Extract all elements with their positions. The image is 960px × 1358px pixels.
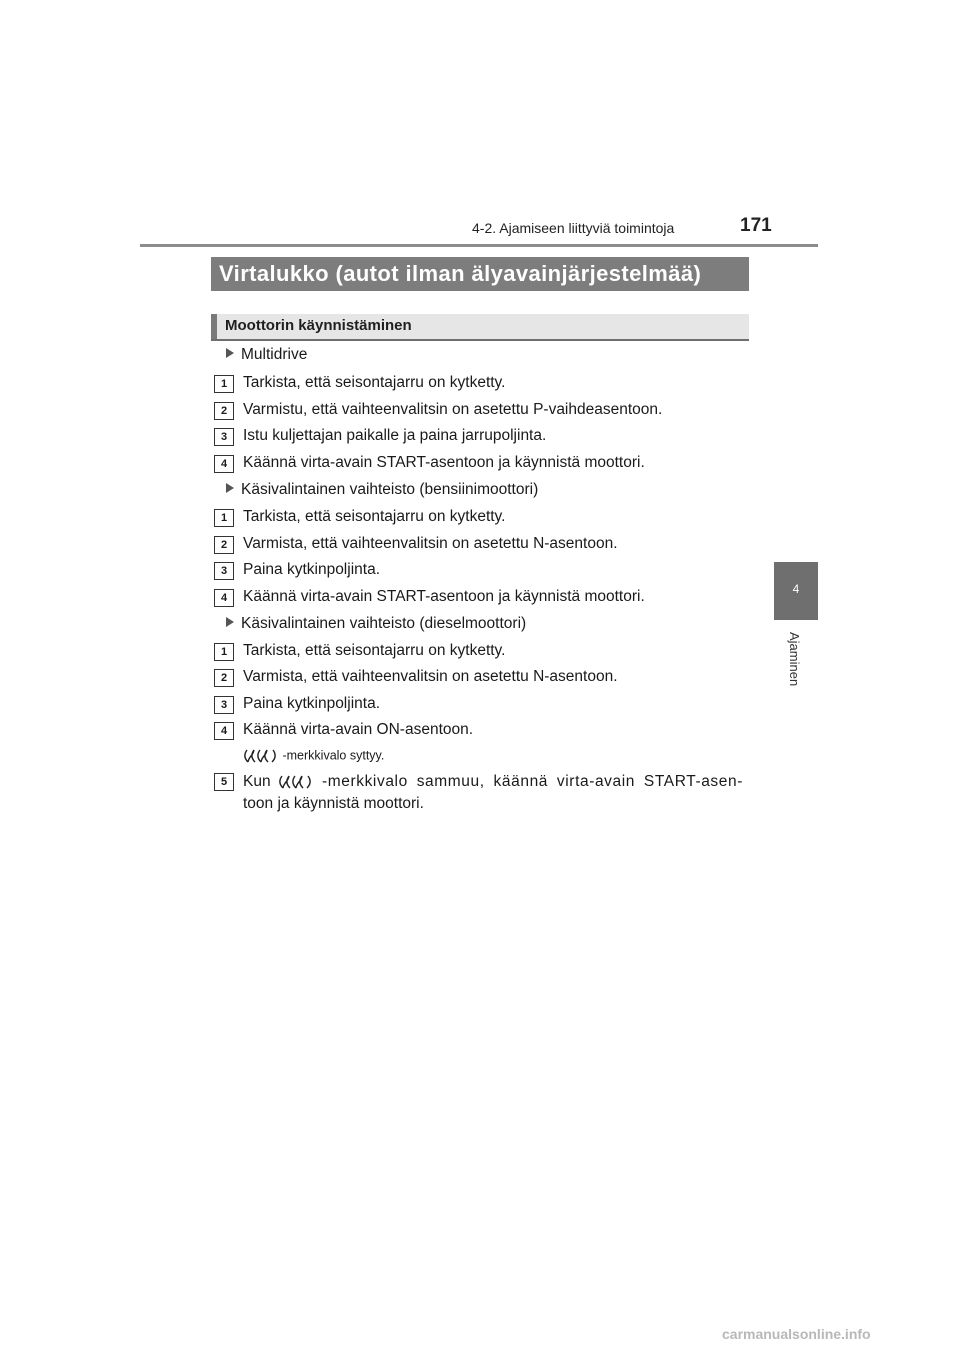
note-text: -merkkivalo syttyy. — [282, 748, 385, 763]
step-text-before: Kun — [243, 773, 271, 790]
step-number: 4 — [214, 589, 234, 607]
step-text: Paina kytkinpoljinta. — [243, 695, 380, 712]
step-number: 2 — [214, 669, 234, 687]
page-title: Virtalukko (autot ilman älyavainjärjestelmää) — [219, 261, 702, 286]
note — [243, 748, 384, 764]
subsection-title: Moottorin käynnistäminen — [225, 317, 412, 334]
step-text: Istu kuljettajan paikalle ja paina jarrupoljinta. — [243, 427, 547, 444]
step-text: Paina kytkinpoljinta. — [243, 561, 380, 578]
step-number: 3 — [214, 562, 234, 580]
step-text: Varmistu, että vaihteenvalitsin on asetettu P-vaihdeasentoon. — [243, 401, 663, 418]
step-number: 1 — [214, 509, 234, 527]
triangle-bullet-icon — [226, 617, 234, 627]
step-number: 3 — [214, 696, 234, 714]
step-text: Tarkista, että seisontajarru on kytketty. — [243, 508, 506, 525]
chapter-number: 4 — [792, 582, 800, 596]
step-number: 3 — [214, 428, 234, 446]
subsection-header — [211, 314, 749, 341]
group-heading: Multidrive — [226, 346, 307, 364]
subsection-accent — [211, 314, 217, 339]
chapter-tab — [774, 562, 818, 620]
step-number: 2 — [214, 402, 234, 420]
group-heading: Käsivalintainen vaihteisto (dieselmoottori) — [226, 615, 526, 633]
header-rule — [140, 244, 818, 247]
step-number: 1 — [214, 643, 234, 661]
triangle-bullet-icon — [226, 483, 234, 493]
step-text: Varmista, että vaihteenvalitsin on asetettu N-asentoon. — [243, 668, 618, 685]
glow-plug-indicator-icon — [278, 774, 314, 790]
step-text: Tarkista, että seisontajarru on kytketty. — [243, 642, 506, 659]
step-number: 5 — [214, 773, 234, 791]
triangle-bullet-icon — [226, 348, 234, 358]
step-number: 2 — [214, 536, 234, 554]
step-text — [243, 771, 743, 815]
group-heading: Käsivalintainen vaihteisto (bensiinimoottori) — [226, 481, 538, 499]
watermark: carmanualsonline.info — [722, 1326, 871, 1342]
step-line — [243, 771, 743, 793]
step-text: Käännä virta-avain START-asentoon ja käynnistä moottori. — [243, 588, 645, 605]
step-number: 1 — [214, 375, 234, 393]
step-number: 4 — [214, 722, 234, 740]
step-number: 4 — [214, 455, 234, 473]
glow-plug-indicator-icon — [243, 748, 279, 764]
chapter-label: Ajaminen — [787, 632, 802, 687]
step-text-after: -merkkivalo sammuu, käännä virta-avain START-asen- — [321, 773, 743, 790]
page-number: 171 — [740, 215, 772, 236]
section-title: 4-2. Ajamiseen liittyviä toimintoja — [472, 220, 675, 236]
page-title-bar — [211, 257, 749, 291]
step-text: Tarkista, että seisontajarru on kytketty. — [243, 374, 506, 391]
step-text-line2: toon ja käynnistä moottori. — [243, 795, 424, 812]
step-text: Käännä virta-avain START-asentoon ja käynnistä moottori. — [243, 454, 645, 471]
step-text: Varmista, että vaihteenvalitsin on asetettu N-asentoon. — [243, 535, 618, 552]
step-text: Käännä virta-avain ON-asentoon. — [243, 721, 474, 738]
